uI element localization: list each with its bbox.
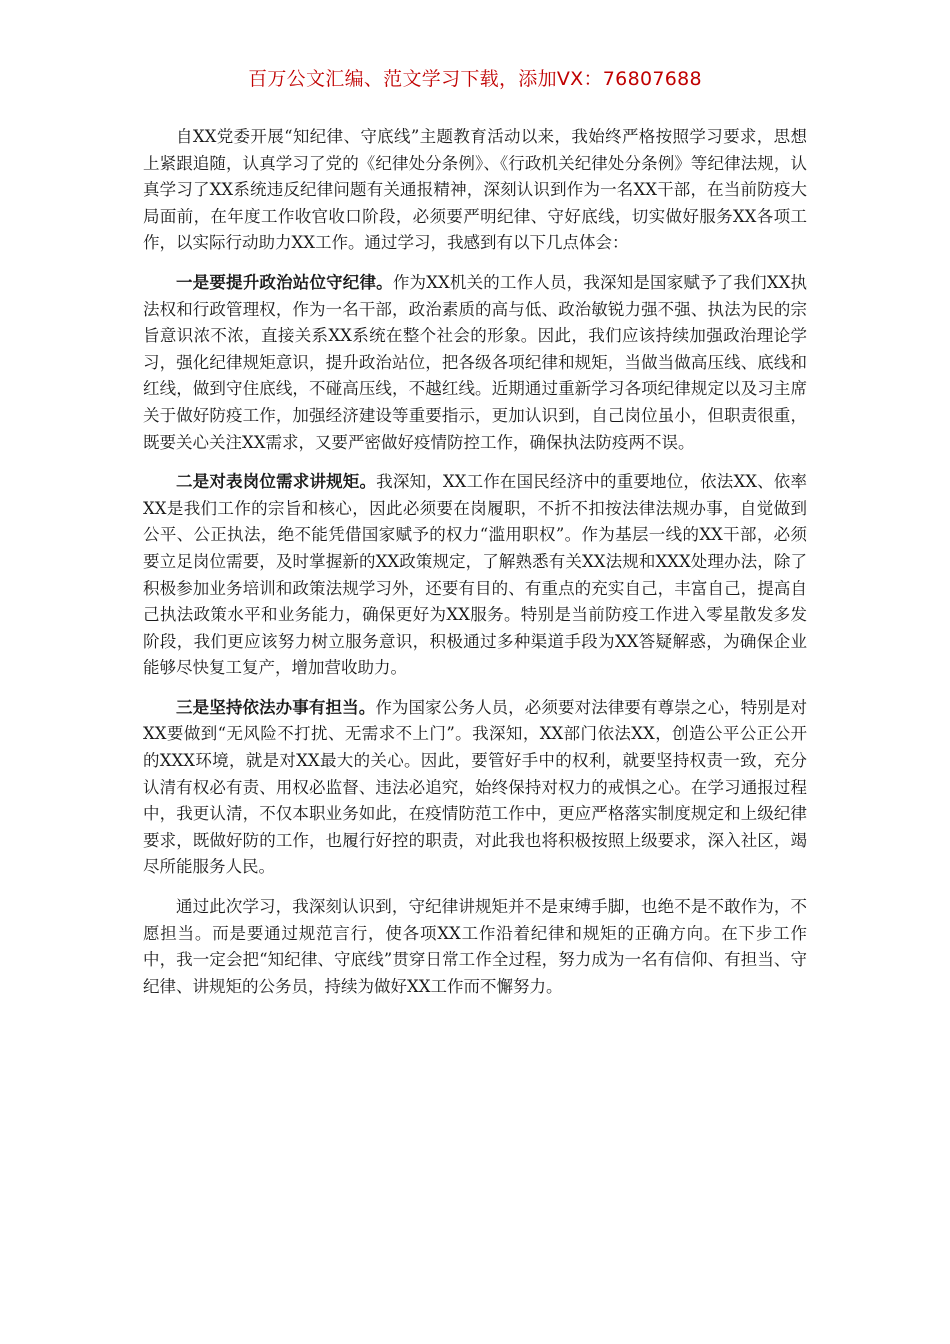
header-banner: 百万公文汇编、范文学习下载，添加VX：76807688	[248, 68, 702, 90]
paragraph-lead: 二是对表岗位需求讲规矩。	[176, 472, 377, 492]
paragraph-text: 自XX党委开展“知纪律、守底线”主题教育活动以来，我始终严格按照学习要求，思想上紧跟追随，认真学习了党的《纪律处分条例》、《行政机关纪律处分条例》等纪律法规，认真学习了XX系统违反纪律问题有关通报精神，深刻认识到作为一名XX干部，在当前防疫大局面前，在年度工作收官收口阶段，必须要严明纪律、守好底线，切实做好服务XX各项工作，以实际行动助力XX工作。通过学习，我感到有以下几点体会：	[143, 127, 807, 253]
paragraph-point-three	[143, 695, 807, 881]
paragraph-text: 通过此次学习，我深刻认识到，守纪律讲规矩并不是束缚手脚，也绝不是不敢作为，不愿担当。而是要通过规范言行，使各项XX工作沿着纪律和规矩的正确方向。在下步工作中，我一定会把“知纪律、守底线”贯穿日常工作全过程，努力成为一名有信仰、有担当、守纪律、讲规矩的公务员，持续为做好XX工作而不懈努力。	[143, 897, 807, 996]
paragraph-text: 作为XX机关的工作人员，我深知是国家赋予了我们XX执法权和行政管理权，作为一名干部，政治素质的高与低、政治敏锐力强不强、执法为民的宗旨意识浓不浓，直接关系XX系统在整个社会的形象。因此，我们应该持续加强政治理论学习，强化纪律规矩意识，提升政治站位，把各级各项纪律和规矩，当做当做高压线、底线和红线，做到守住底线，不碰高压线，不越红线。近期通过重新学习各项纪律规定以及习主席关于做好防疫工作，加强经济建设等重要指示，更加认识到，自己岗位虽小，但职责很重，既要关心关注XX需求，又要严密做好疫情防控工作，确保执法防疫两不误。	[143, 272, 807, 452]
paragraph-point-two	[143, 469, 807, 682]
paragraph-intro	[143, 124, 807, 257]
paragraph-text: 我深知，XX工作在国民经济中的重要地位，依法XX、依率XX是我们工作的宗旨和核心，因此必须要在岗履职，不折不扣按法律法规办事，自觉做到公平、公正执法，绝不能凭借国家赋予的权力“滥用职权”。作为基层一线的XX干部，必须要立足岗位需要，及时掌握新的XX政策规定，了解熟悉有关XX法规和XXX处理办法，除了积极参加业务培训和政策法规学习外，还要有目的、有重点的充实自己，丰富自己，提高自己执法政策水平和业务能力，确保更好为XX服务。特别是当前防疫工作进入零星散发多发阶段，我们更应该努力树立服务意识，积极通过多种渠道手段为XX答疑解惑，为确保企业能够尽快复工复产，增加营收助力。	[143, 472, 807, 678]
paragraph-conclusion	[143, 894, 807, 1000]
paragraph-lead: 一是要提升政治站位守纪律。	[176, 272, 393, 292]
paragraph-text: 作为国家公务人员，必须要对法律要有尊崇之心，特别是对XX要做到“无风险不打扰、无需求不上门”。我深知，XX部门依法XX，创造公平公正公开的XXX环境，就是对XX最大的关心。因此，要管好手中的权利，就要坚持权责一致，充分认清有权必有责、用权必监督、违法必追究，始终保持对权力的戒惧之心。在学习通报过程中，我更认清，不仅本职业务如此，在疫情防范工作中，更应严格落实制度规定和上级纪律要求，既做好防的工作，也履行好控的职责，对此我也将积极按照上级要求，深入社区，竭尽所能服务人民。	[143, 697, 808, 877]
document-body	[143, 124, 807, 1013]
paragraph-lead: 三是坚持依法办事有担当。	[176, 697, 376, 717]
paragraph-point-one	[143, 270, 807, 456]
